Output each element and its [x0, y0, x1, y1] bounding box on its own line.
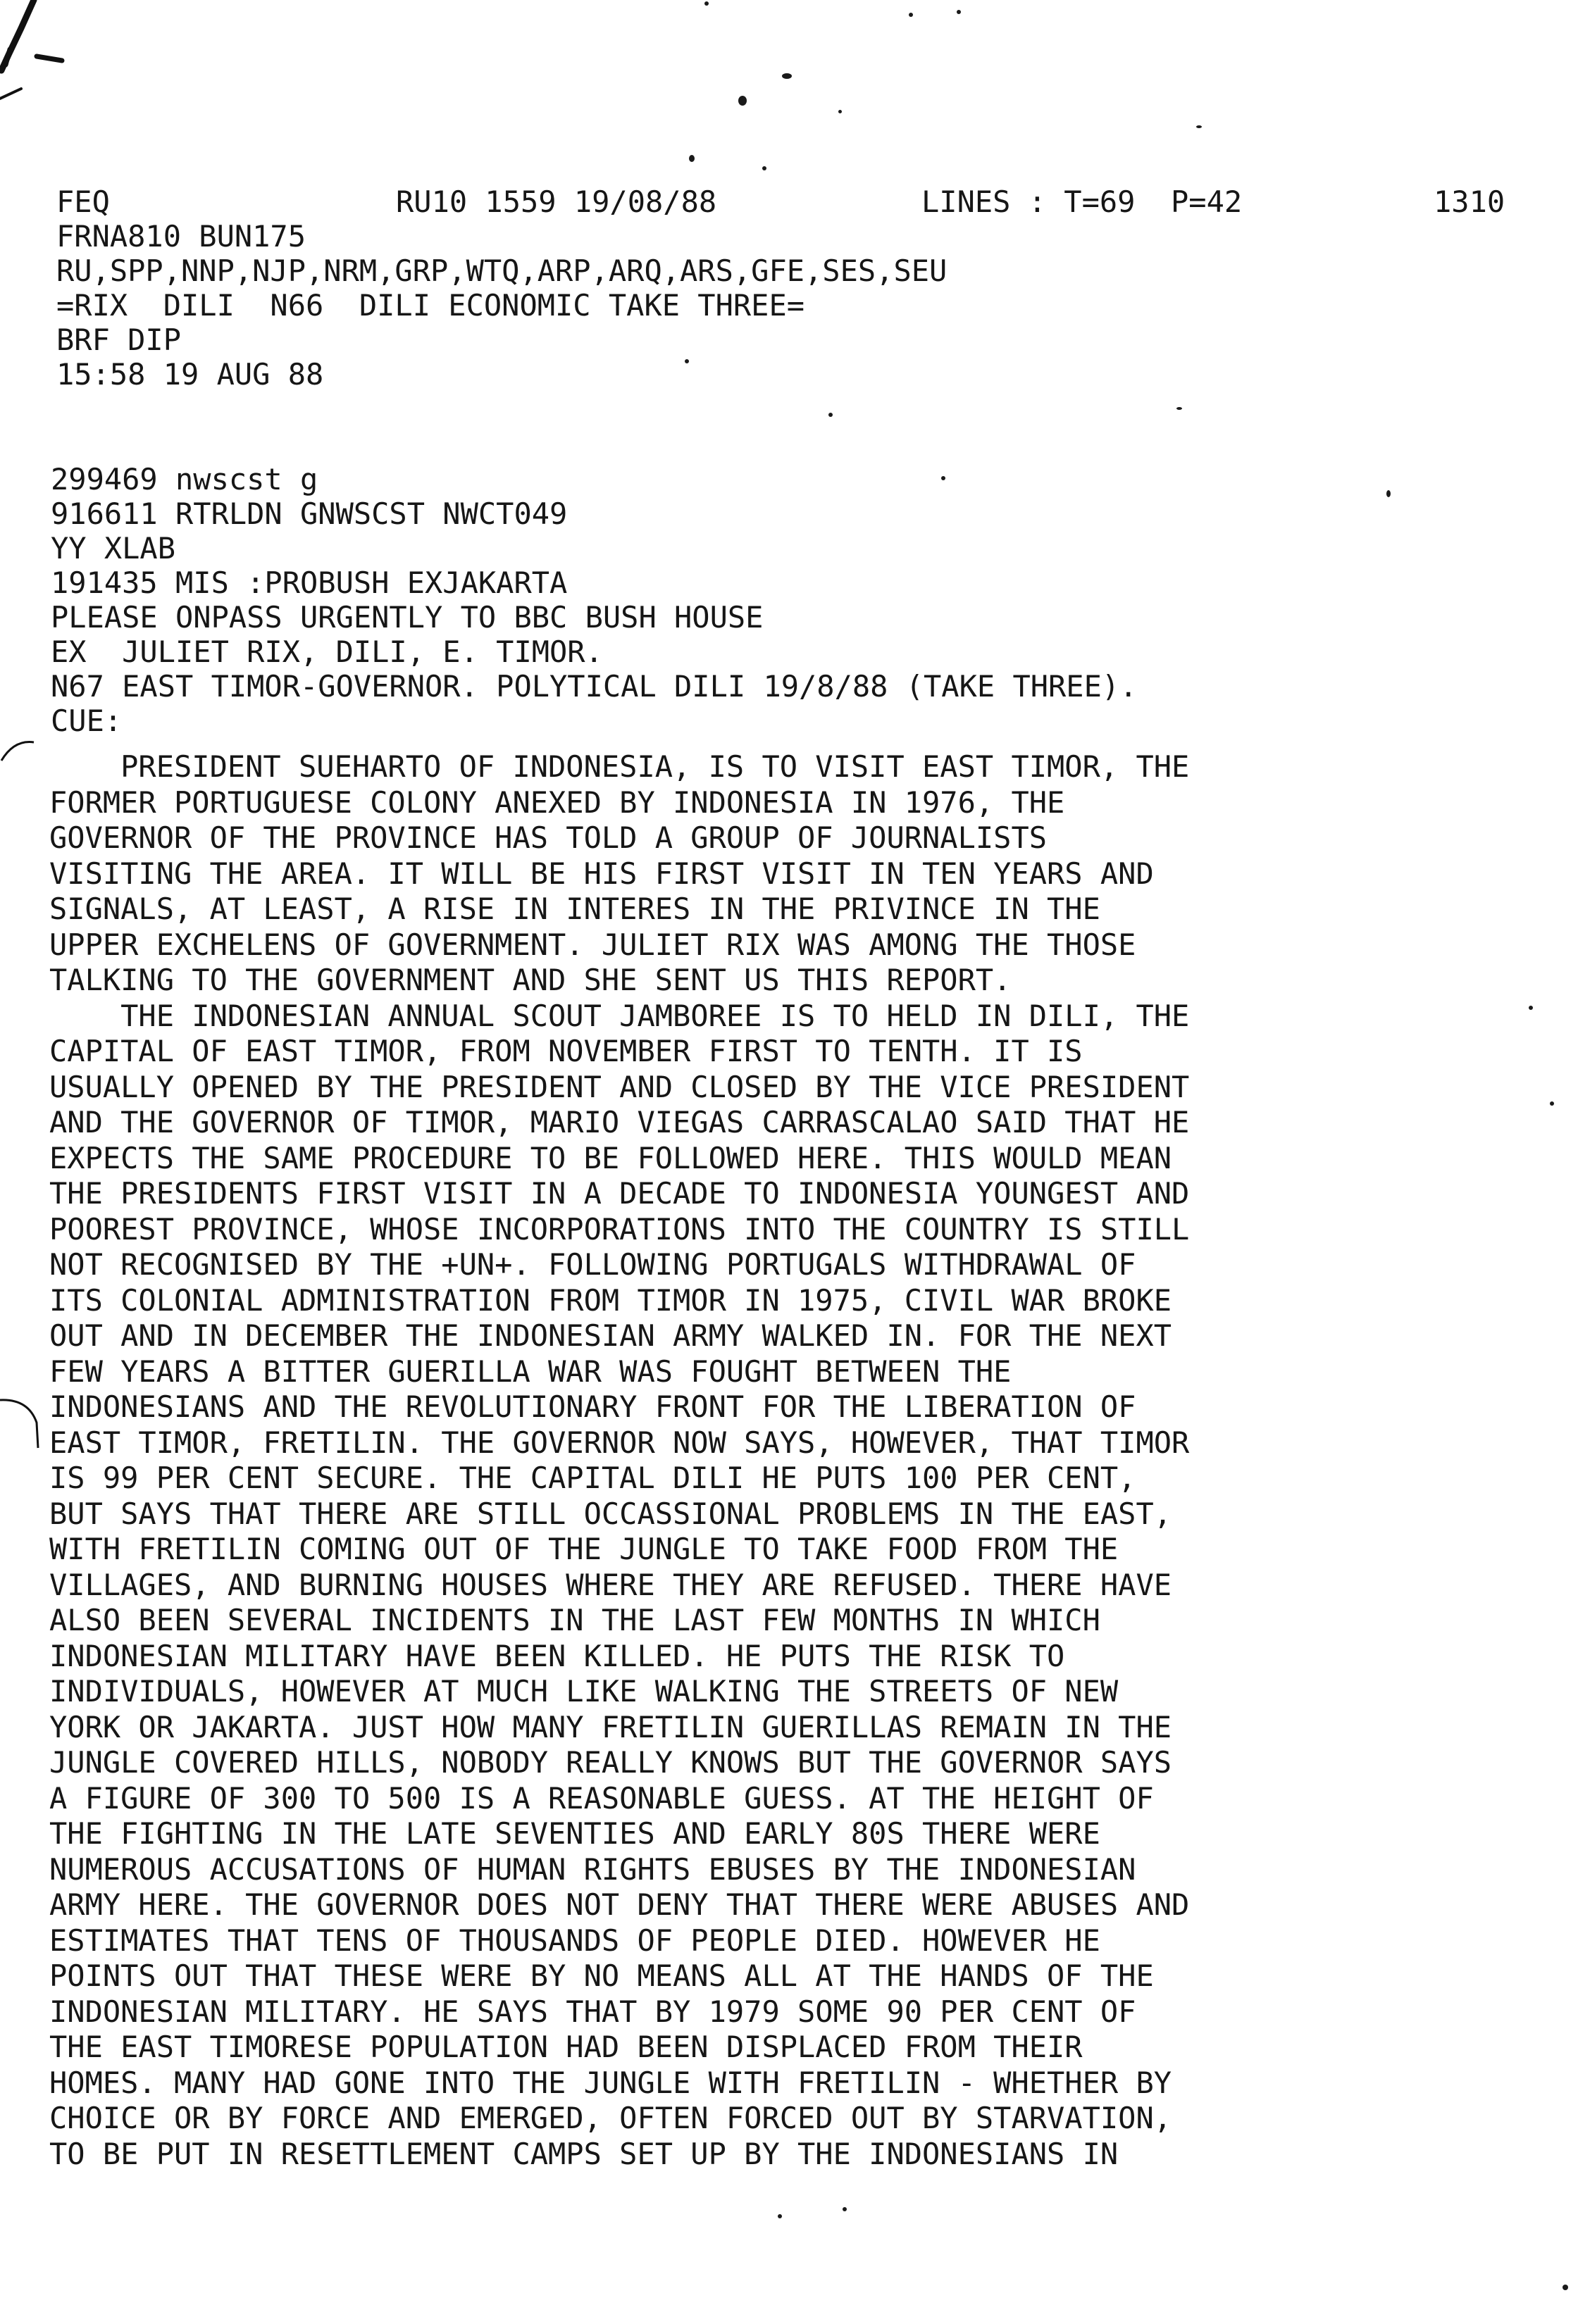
body-line: CAPITAL OF EAST TIMOR, FROM NOVEMBER FIRST TO TENTH. IT IS — [49, 1034, 1083, 1068]
message-reference: RU10 1559 19/08/88 — [396, 185, 717, 219]
body-line: OUT AND IN DECEMBER THE INDONESIAN ARMY WALKED IN. FOR THE NEXT — [49, 1318, 1172, 1353]
routing-line: YY XLAB — [51, 531, 176, 566]
cue-label: CUE: — [51, 704, 123, 738]
telex-header — [56, 185, 1536, 392]
body-line: INDIVIDUALS, HOWEVER AT MUCH LIKE WALKING THE STREETS OF NEW — [49, 1674, 1119, 1708]
body-line: AND THE GOVERNOR OF TIMOR, MARIO VIEGAS CARRASCALAO SAID THAT HE — [49, 1105, 1190, 1139]
scan-speck — [1550, 1101, 1554, 1106]
scan-speck — [738, 96, 747, 106]
body-line: INDONESIAN MILITARY. HE SAYS THAT BY 1979 SOME 90 PER CENT OF — [49, 1994, 1136, 2029]
report-body — [49, 749, 1536, 2172]
body-line: INDONESIAN MILITARY HAVE BEEN KILLED. HE PUTS THE RISK TO — [49, 1638, 1065, 1673]
scan-speck — [828, 413, 833, 417]
body-line: ALSO BEEN SEVERAL INCIDENTS IN THE LAST FEW MONTHS IN WHICH — [49, 1603, 1100, 1637]
corner-pen-mark — [0, 0, 85, 106]
body-line: PRESIDENT SUEHARTO OF INDONESIA, IS TO VISIT EAST TIMOR, THE — [49, 749, 1190, 784]
routing-line: PLEASE ONPASS URGENTLY TO BBC BUSH HOUSE — [51, 600, 764, 635]
header-first-line — [56, 185, 1536, 219]
body-line: HOMES. MANY HAD GONE INTO THE JUNGLE WITH FRETILIN - WHETHER BY — [49, 2065, 1172, 2100]
body-line: THE EAST TIMORESE POPULATION HAD BEEN DISPLACED FROM THEIR — [49, 2030, 1083, 2064]
scan-speck — [957, 10, 961, 14]
story-title-line: N67 EAST TIMOR-GOVERNOR. POLYTICAL DILI 19/8/88 (TAKE THREE). — [51, 669, 1138, 704]
body-line: POINTS OUT THAT THESE WERE BY NO MEANS ALL AT THE HANDS OF THE — [49, 1958, 1154, 1993]
line-count: LINES : T=69 P=42 — [921, 185, 1243, 219]
source-code: FEQ — [56, 185, 110, 219]
body-line: NOT RECOGNISED BY THE +UN+. FOLLOWING PORTUGALS WITHDRAWAL OF — [49, 1247, 1136, 1282]
body-line: UPPER EXCHELENS OF GOVERNMENT. JULIET RIX WAS AMONG THE THOSE — [49, 927, 1136, 962]
body-line: ARMY HERE. THE GOVERNOR DOES NOT DENY THAT THERE WERE ABUSES AND — [49, 1887, 1190, 1922]
scan-speck — [909, 13, 913, 17]
body-line: THE PRESIDENTS FIRST VISIT IN A DECADE TO INDONESIA YOUNGEST AND — [49, 1176, 1190, 1211]
body-line: VISITING THE AREA. IT WILL BE HIS FIRST VISIT IN TEN YEARS AND — [49, 856, 1154, 891]
page-number: 1310 — [1434, 185, 1505, 219]
scan-speck — [689, 155, 695, 162]
body-line: TALKING TO THE GOVERNMENT AND SHE SENT US THIS REPORT. — [49, 963, 1012, 997]
body-line: GOVERNOR OF THE PROVINCE HAS TOLD A GROUP OF JOURNALISTS — [49, 820, 1048, 855]
body-line: EXPECTS THE SAME PROCEDURE TO BE FOLLOWED HERE. THIS WOULD MEAN — [49, 1140, 1172, 1175]
scan-speck — [843, 2207, 847, 2211]
routing-line: 299469 nwscst g — [51, 462, 318, 496]
body-line: ITS COLONIAL ADMINISTRATION FROM TIMOR IN 1975, CIVIL WAR BROKE — [49, 1282, 1172, 1318]
body-line: USUALLY OPENED BY THE PRESIDENT AND CLOSED BY THE VICE PRESIDENT — [49, 1069, 1190, 1104]
header-line: FRNA810 BUN175 — [56, 219, 306, 254]
margin-arc-mark — [0, 732, 35, 768]
body-line: A FIGURE OF 300 TO 500 IS A REASONABLE GUESS. AT THE HEIGHT OF — [49, 1780, 1154, 1816]
body-line: CHOICE OR BY FORCE AND EMERGED, OFTEN FORCED OUT BY STARVATION, — [49, 2101, 1172, 2135]
scan-speck — [838, 110, 842, 113]
scan-speck — [762, 166, 766, 170]
scan-speck — [1176, 407, 1182, 410]
margin-arc-mark — [0, 1394, 42, 1451]
body-line: WITH FRETILIN COMING OUT OF THE JUNGLE TO TAKE FOOD FROM THE — [49, 1532, 1119, 1566]
body-line: EAST TIMOR, FRETILIN. THE GOVERNOR NOW SAYS, HOWEVER, THAT TIMOR — [49, 1425, 1190, 1460]
scan-speck — [778, 2214, 782, 2218]
body-line: POOREST PROVINCE, WHOSE INCORPORATIONS INTO THE COUNTRY IS STILL — [49, 1211, 1190, 1247]
body-line: TO BE PUT IN RESETTLEMENT CAMPS SET UP BY THE INDONESIANS IN — [49, 2136, 1119, 2171]
slug-line: =RIX DILI N66 DILI ECONOMIC TAKE THREE= — [56, 288, 805, 323]
header-line: BRF DIP — [56, 323, 182, 357]
body-line: BUT SAYS THAT THERE ARE STILL OCCASSIONAL PROBLEMS IN THE EAST, — [49, 1496, 1172, 1531]
body-line: IS 99 PER CENT SECURE. THE CAPITAL DILI HE PUTS 100 PER CENT, — [49, 1461, 1136, 1495]
routing-line: 191435 MIS :PROBUSH EXJAKARTA — [51, 566, 568, 600]
body-line: THE INDONESIAN ANNUAL SCOUT JAMBOREE IS TO HELD IN DILI, THE — [49, 998, 1190, 1033]
body-line: FORMER PORTUGUESE COLONY ANEXED BY INDONESIA IN 1976, THE — [49, 785, 1065, 820]
body-line: JUNGLE COVERED HILLS, NOBODY REALLY KNOWS BUT THE GOVERNOR SAYS — [49, 1745, 1172, 1780]
body-line: FEW YEARS A BITTER GUERILLA WAR WAS FOUGHT BETWEEN THE — [49, 1354, 1012, 1389]
body-line: INDONESIANS AND THE REVOLUTIONARY FRONT FOR THE LIBERATION OF — [49, 1389, 1136, 1424]
timestamp: 15:58 19 AUG 88 — [56, 357, 324, 392]
body-line: ESTIMATES THAT TENS OF THOUSANDS OF PEOPLE DIED. HOWEVER HE — [49, 1923, 1100, 1958]
body-line: NUMEROUS ACCUSATIONS OF HUMAN RIGHTS EBUSES BY THE INDONESIAN — [49, 1851, 1136, 1887]
distribution-codes: RU,SPP,NNP,NJP,NRM,GRP,WTQ,ARP,ARQ,ARS,GFE,SES,SEU — [56, 254, 948, 288]
scan-speck — [1196, 125, 1202, 128]
body-line: YORK OR JAKARTA. JUST HOW MANY FRETILIN GUERILLAS REMAIN IN THE — [49, 1709, 1172, 1744]
routing-block — [51, 462, 1530, 738]
scan-speck — [1563, 2285, 1568, 2290]
body-line: THE FIGHTING IN THE LATE SEVENTIES AND EARLY 80S THERE WERE — [49, 1816, 1100, 1851]
scan-speck — [782, 73, 792, 79]
body-line: SIGNALS, AT LEAST, A RISE IN INTERES IN THE PRIVINCE IN THE — [49, 892, 1100, 926]
routing-line: 916611 RTRLDN GNWSCST NWCT049 — [51, 496, 568, 531]
routing-line: EX JULIET RIX, DILI, E. TIMOR. — [51, 635, 603, 669]
body-line: VILLAGES, AND BURNING HOUSES WHERE THEY ARE REFUSED. THERE HAVE — [49, 1567, 1172, 1602]
scan-speck — [704, 1, 709, 6]
